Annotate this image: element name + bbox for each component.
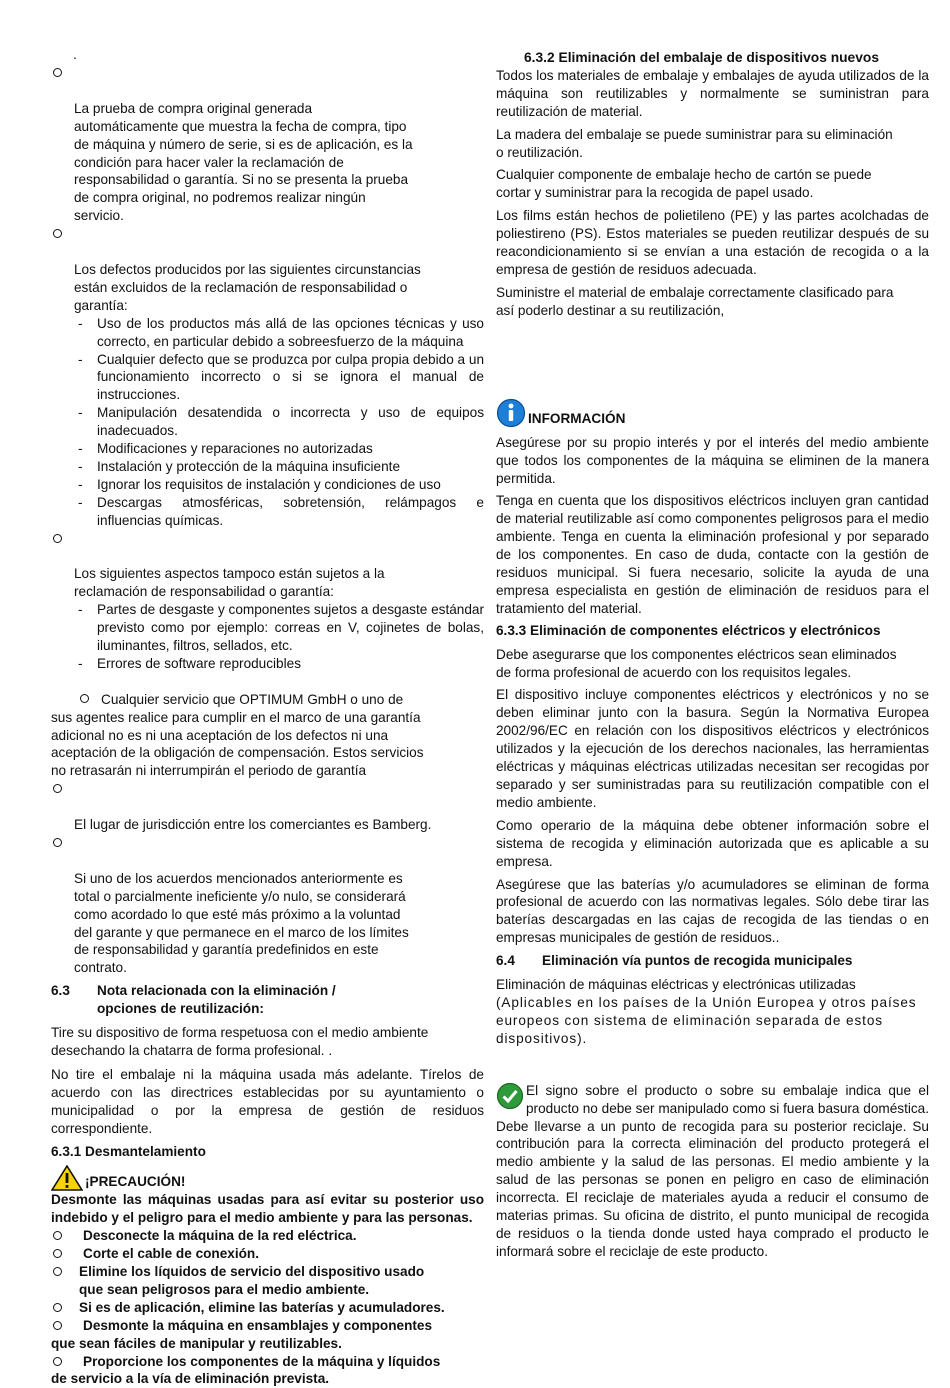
dash-item: - Descargas atmosféricas, sobretensión, relámpagos e influencias químicas. <box>78 494 484 528</box>
dash-item: - Cualquier defecto que se produzca por culpa propia debido a un funcionamiento incorrecto o si se ignora el manual de instrucciones. <box>78 351 484 403</box>
step-dismantle-cont: que sean fáciles de manipular y reutilizables. <box>51 1335 342 1351</box>
step-provide-cont: de servicio a la vía de eliminación prevista. <box>51 1371 330 1387</box>
bullet-circle-icon <box>53 1303 62 1312</box>
bullet-circle-icon <box>53 1357 62 1366</box>
dash-item: - Errores de software reproducibles <box>78 655 301 671</box>
bullet-circle-icon <box>53 1267 62 1276</box>
bullet-not-covered: Los siguientes aspectos tampoco están sujetos a la reclamación de responsabilidad o garantía: <box>51 530 484 602</box>
paragraph: Eliminación de máquinas eléctricas y electrónicas utilizadas <box>496 977 856 993</box>
dash-item: - Manipulación desatendida o incorrecta y uso de equipos inadecuados. <box>78 405 484 439</box>
bullet-circle-icon <box>53 1321 62 1330</box>
section-heading-6-3-2: 6.3.2 Eliminación del embalaje de dispositivos nuevos <box>524 50 880 65</box>
bullet-circle-icon <box>80 694 89 703</box>
left-column <box>51 46 484 1388</box>
paragraph: Tire su dispositivo de forma respetuosa con el medio ambiente desechando la chatarra de forma profesional. . <box>51 1025 429 1058</box>
info-icon <box>496 398 526 428</box>
bullet-excluded-defects: Los defectos producidos por las siguientes circunstancias están excluidos de la reclamación de responsabilidad o garantía: <box>51 225 484 315</box>
section-heading-6-3-1: 6.3.1 Desmantelamiento <box>51 1144 206 1160</box>
paragraph: Suministre el material de embalaje correctamente clasificado para así poderlo destinar a su reutilización, <box>496 284 894 318</box>
paragraph: Asegúrese por su propio interés y por el interés del medio ambiente que todos los componentes de la máquina se eliminen de la manera permitida. <box>496 434 929 486</box>
paragraph: Los films están hechos de polietileno (PE) y las partes acolchadas de poliestireno (PS). Estos materiales se pueden reutilizar después de su reacondicionamiento si se envían a una estación de recogida o a la empresa de gestión de residuos adecuada. <box>496 208 929 277</box>
dash-item: - Modificaciones y reparaciones no autorizadas <box>78 441 373 457</box>
step-provide: Proporcione los componentes de la máquina y líquidos <box>51 1353 484 1371</box>
dash-list-wear <box>51 601 484 673</box>
dash-item: - Ignorar los requisitos de instalación y condiciones de uso <box>78 476 441 492</box>
bullet-severability: Si uno de los acuerdos mencionados anteriormente es total o parcialmente ineficiente y/o nulo, se considerará como acordado lo que esté más próximo a la voluntad del garante y que permanece en el marco de los límites de responsabilidad y garantía predefinidos en este contrato. <box>51 834 484 977</box>
step-disconnect: Desconecte la máquina de la red eléctrica. <box>51 1227 484 1245</box>
section-heading-6-3: 6.3 Nota relacionada con la eliminación / opciones de reutilización: <box>51 983 336 1017</box>
right-column <box>496 46 929 1261</box>
checkmark-icon <box>496 1082 524 1110</box>
stray-dot: . <box>73 47 77 62</box>
service-paragraph: Cualquier servicio que OPTIMUM GmbH o uno de sus agentes realice para cumplir en el marco de una garantía adicional no es ni una aceptación de los defectos ni una aceptación de la obligación de compensación. Estos servicios no retrasarán ni interrumpirán el periodo de garantía <box>51 691 424 779</box>
bullet-circle-icon <box>53 784 62 793</box>
paragraph: Debe asegurarse que los componentes eléctricos sean eliminados de forma profesional de acuerdo con los requisitos legales. <box>496 646 897 680</box>
paragraph: No tire el embalaje ni la máquina usada más adelante. Tírelos de acuerdo con las directrices establecidas por su ayuntamiento o municipalidad o por la empresa de gestión de residuos correspondiente. <box>51 1066 484 1136</box>
bullet-jurisdiction: El lugar de jurisdicción entre los comerciantes es Bamberg. <box>51 780 484 834</box>
section-heading-6-3-3: 6.3.3 Eliminación de componentes eléctricos y electrónicos <box>496 622 881 638</box>
dash-item: - Partes de desgaste y componentes sujetos a desgaste estándar previsto como por ejemplo: correas en V, cojinetes de bolas, iluminantes, filtros, sellados, etc. <box>78 602 484 653</box>
bullet-circle-icon <box>53 838 62 847</box>
paragraph: Todos los materiales de embalaje y embalajes de ayuda utilizados de la máquina son reutilizables y normalmente se suministran para reutilización de material. <box>496 67 929 119</box>
weee-paragraph: El signo sobre el producto o sobre su embalaje indica que el producto no debe ser manipulado como si fuera basura doméstica. Debe llevarse a un punto de recogida para su posterior reciclaje. Su contribución para la correcta eliminación del producto protegerá el medio ambiente y la salud de las personas. El medio ambiente y la salud de las personas se ponen en peligro en caso de eliminación incorrecta. El reciclaje de materiales ayuda a reducir el consumo de materias primas. Su oficina de distrito, el punto municipal de recogida de residuos o la tienda donde usted haya comprado el producto le informará sobre el reciclaje de este producto. <box>496 1082 929 1259</box>
bullet-circle-icon <box>53 68 62 77</box>
dash-list-defects <box>51 315 484 530</box>
bullet-circle-icon <box>53 229 62 238</box>
paragraph: El dispositivo incluye componentes eléctricos y electrónicos y no se deben eliminar junto con la basura. Según la Normativa Europea 2002/96/EC en relación con los dispositivos eléctricos y electrónicos utilizados y la ejecución de los derechos nacionales, las herramientas eléctricas y máquinas eléctricas utilizadas necesitan ser recogidas por separado y ser suministradas para su reutilización compatible con el medio ambiente. <box>496 687 929 810</box>
paragraph: (Aplicables en los países de la Unión Europea y otros países europeos con sistema de eliminación separada de estos dispositivos). <box>496 994 917 1046</box>
dash-item: - Instalación y protección de la máquina insuficiente <box>78 458 401 474</box>
bullet-circle-icon <box>53 1231 62 1240</box>
paragraph: La madera del embalaje se puede suministrar para su eliminación o reutilización. <box>496 126 893 160</box>
paragraph: Como operario de la máquina debe obtener información sobre el sistema de recogida y eliminación autorizada que es aplicable a su empresa. <box>496 817 929 869</box>
dash-item: - Uso de los productos más allá de las opciones técnicas y uso correcto, en particular debido a sobreesfuerzo de la máquina <box>78 315 484 349</box>
step-dismantle: Desmonte la máquina en ensamblajes y componentes <box>51 1317 484 1335</box>
paragraph: Asegúrese que las baterías y/o acumuladores se eliminan de forma profesional de acuerdo con las normativas legales. Sólo debe tirar las baterías descargadas en las cajas de recogida de las tiendas o en empresas municipales de gestión de residuos.. <box>496 876 929 946</box>
paragraph: Tenga en cuenta que los dispositivos eléctricos incluyen gran cantidad de material reutilizable así como componentes peligrosos para el medio ambiente. Tenga en cuenta la eliminación profesional y por separado de los componentes. En caso de duda, contacte con la gestión de residuos municipal. Si fuera necesario, solicite la ayuda de una empresa especialista en gestión de eliminación de residuos para el tratamiento del material. <box>496 493 929 616</box>
step-remove-fluids: Elimine los líquidos de servicio del dispositivo usado que sean peligrosos para el medio ambiente. <box>51 1263 484 1299</box>
caution-header: ¡PRECAUCIÓN! <box>51 1165 484 1191</box>
caution-text: Desmonte las máquinas usadas para así evitar su posterior uso indebido y el peligro para el medio ambiente y para las personas. <box>51 1192 484 1226</box>
info-header: INFORMACIÓN <box>496 398 929 428</box>
paragraph: Cualquier componente de embalaje hecho de cartón se puede cortar y suministrar para la recogida de papel usado. <box>496 167 872 201</box>
bullet-proof-of-purchase: La prueba de compra original generada automáticamente que muestra la fecha de compra, tipo de máquina y número de serie, si es de aplicación, es la condición para hacer valer la reclamación de responsabilidad o garantía. Si no se presenta la prueba de compra original, no podremos realizar ningún servicio. <box>51 64 484 225</box>
step-remove-batteries: Si es de aplicación, elimine las baterías y acumuladores. <box>51 1299 484 1317</box>
step-cut-cable: Corte el cable de conexión. <box>51 1245 484 1263</box>
warning-triangle-icon <box>51 1165 83 1191</box>
section-heading-6-4: 6.4 Eliminación vía puntos de recogida municipales <box>496 953 853 969</box>
bullet-circle-icon <box>53 1249 62 1258</box>
bullet-circle-icon <box>53 534 62 543</box>
